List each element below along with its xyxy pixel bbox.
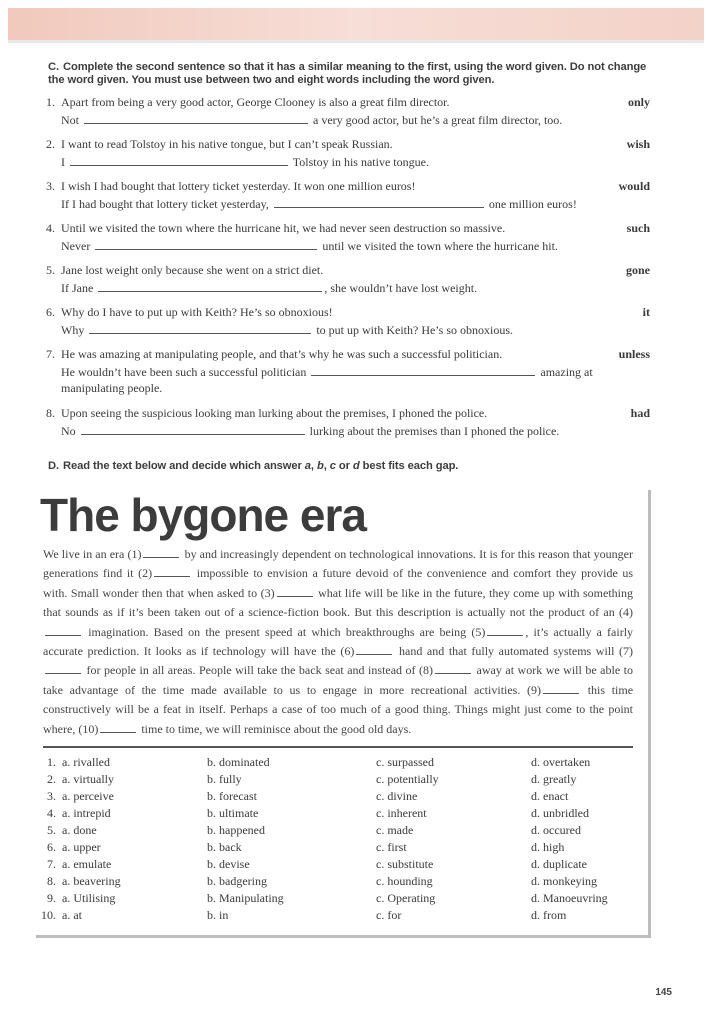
option-c[interactable]: c. substitute bbox=[376, 857, 434, 871]
option-b[interactable]: b. devise bbox=[207, 857, 250, 871]
option-a[interactable]: a. Utilising bbox=[62, 891, 116, 905]
option-a[interactable]: a. at bbox=[62, 908, 82, 922]
gap-number: (8) bbox=[419, 663, 434, 678]
option-b[interactable]: b. happened bbox=[207, 823, 265, 837]
option-d[interactable]: d. Manoeuvring bbox=[531, 891, 608, 905]
header-divider bbox=[8, 40, 704, 43]
rewrite-line: I Tolstoy in his native tongue. bbox=[61, 155, 429, 169]
gap-blank[interactable] bbox=[487, 625, 523, 636]
section-c-label: C. bbox=[48, 61, 59, 73]
original-sentence: Until we visited the town where the hurricane hit, we had never seen destruction so massive. bbox=[61, 221, 506, 235]
option-a[interactable]: a. intrepid bbox=[62, 806, 111, 820]
original-sentence: Jane lost weight only because she went on a strict diet. bbox=[61, 263, 324, 277]
option-row: 8. a. beavering b. badgering c. hounding d. monkeying bbox=[47, 874, 597, 888]
option-c[interactable]: c. surpassed bbox=[376, 755, 434, 769]
answer-blank[interactable] bbox=[81, 423, 305, 435]
gap-number: (7) bbox=[619, 644, 634, 659]
gap-number: (9) bbox=[527, 682, 542, 697]
section-c-heading bbox=[48, 61, 648, 87]
item-number: 4. bbox=[46, 221, 55, 235]
option-b[interactable]: b. fully bbox=[207, 772, 242, 786]
gap-number: (2) bbox=[138, 566, 153, 581]
option-b[interactable]: b. dominated bbox=[207, 755, 270, 769]
option-row: 1. a. rivalled b. dominated c. surpassed d. overtaken bbox=[47, 755, 591, 769]
option-c[interactable]: c. hounding bbox=[376, 874, 433, 888]
option-b[interactable]: b. ultimate bbox=[207, 806, 259, 820]
option-a[interactable]: a. beavering bbox=[62, 874, 121, 888]
passage-text: We live in an era (1) by and increasingly dependent on technological innovations. It is for this reason that younger generations find it (2) impossible to envision a future devoid of the convenience and comfort they provide us with. Small wonder then that when asked to (3) what life will be like in the future, they come up with something that sounds as if it’s been taken out of a science-fiction book. But this description is actually not the product of an (4) imagination. Based on the present speed at which breakthroughs are being (5) , it’s actually a fairly accurate prediction. It looks as if technology will have the (6) hand and that fully automated systems will (7) for people in all areas. People will take the back seat and instead of (8) away at work we will be able to take advantage of the time made available to us to engage in more recreational activities. (9) this time constructively will be a feat in itself. Perhaps a case of too much of a good thing. Things might just come to the point where, (10) time to time, we will reminisce about the good old days. bbox=[43, 547, 634, 736]
option-b[interactable]: b. badgering bbox=[207, 874, 267, 888]
option-d[interactable]: d. overtaken bbox=[531, 755, 591, 769]
key-word: gone bbox=[626, 263, 650, 277]
key-word: wish bbox=[626, 137, 650, 151]
option-c[interactable]: c. inherent bbox=[376, 806, 427, 820]
gap-blank[interactable] bbox=[277, 586, 313, 597]
option-a[interactable]: a. perceive bbox=[62, 789, 114, 803]
option-b[interactable]: b. Manipulating bbox=[207, 891, 284, 905]
key-word: unless bbox=[618, 347, 650, 361]
option-a[interactable]: a. emulate bbox=[62, 857, 112, 871]
section-c-instruction: Complete the second sentence so that it has a similar meaning to the first, using the word given. Do not change the word given. You must use between two and eight words including the word given. bbox=[48, 61, 647, 86]
option-d[interactable]: d. greatly bbox=[531, 772, 577, 786]
option-c[interactable]: c. Operating bbox=[376, 891, 436, 905]
page-number: 145 bbox=[655, 987, 672, 998]
option-a[interactable]: a. upper bbox=[62, 840, 101, 854]
option-a[interactable]: a. rivalled bbox=[62, 755, 110, 769]
rewrite-line: Not a very good actor, but he’s a great film director, too. bbox=[61, 113, 563, 127]
option-c[interactable]: c. potentially bbox=[376, 772, 439, 786]
option-b[interactable]: b. back bbox=[207, 840, 242, 854]
rewrite-line: Never until we visited the town where the hurricane hit. bbox=[61, 239, 558, 253]
item-number: 2. bbox=[46, 137, 55, 151]
item-number: 6. bbox=[46, 305, 55, 319]
option-row: 9. a. Utilising b. Manipulating c. Operating d. Manoeuvring bbox=[47, 891, 608, 905]
gap-number: (4) bbox=[619, 605, 633, 620]
item-number: 5. bbox=[46, 263, 55, 277]
gap-blank[interactable] bbox=[154, 566, 190, 577]
gap-blank[interactable] bbox=[100, 722, 136, 733]
original-sentence: Apart from being a very good actor, George Clooney is also a great film director. bbox=[61, 95, 450, 109]
original-sentence: I want to read Tolstoy in his native tongue, but I can’t speak Russian. bbox=[61, 137, 393, 151]
option-c[interactable]: c. first bbox=[376, 840, 407, 854]
rewrite-line: If Jane , she wouldn’t have lost weight. bbox=[61, 281, 478, 295]
rewrite-line: Why to put up with Keith? He’s so obnoxious. bbox=[61, 323, 513, 337]
option-c[interactable]: c. made bbox=[376, 823, 414, 837]
key-word: only bbox=[627, 95, 650, 109]
original-sentence: I wish I had bought that lottery ticket yesterday. It won one million euros! bbox=[61, 179, 416, 193]
section-d-label: D. bbox=[48, 460, 59, 472]
section-d-heading: D. Read the text below and decide which answer a, b, c or d best fits each gap. bbox=[48, 460, 459, 472]
original-sentence: Why do I have to put up with Keith? He’s so obnoxious! bbox=[61, 305, 333, 319]
rewrite-continuation: manipulating people. bbox=[61, 381, 163, 395]
answer-blank[interactable] bbox=[95, 238, 317, 250]
gap-blank[interactable] bbox=[45, 663, 81, 674]
key-word: it bbox=[642, 305, 650, 319]
gap-number: (10) bbox=[78, 721, 99, 736]
option-d[interactable]: d. high bbox=[531, 840, 565, 854]
item-number: 1. bbox=[46, 95, 55, 109]
answer-blank[interactable] bbox=[274, 196, 484, 208]
answer-blank[interactable] bbox=[311, 364, 535, 376]
option-b[interactable]: b. forecast bbox=[207, 789, 257, 803]
option-d[interactable]: d. from bbox=[531, 908, 567, 922]
option-a[interactable]: a. done bbox=[62, 823, 97, 837]
option-row: 3. a. perceive b. forecast c. divine d. enact bbox=[47, 789, 569, 803]
option-d[interactable]: d. unbridled bbox=[531, 806, 589, 820]
answer-blank[interactable] bbox=[89, 322, 311, 334]
option-row: 4. a. intrepid b. ultimate c. inherent d. unbridled bbox=[47, 806, 589, 820]
option-row: 10. a. at b. in c. for d. from bbox=[41, 908, 567, 922]
option-row: 7. a. emulate b. devise c. substitute d. duplicate bbox=[47, 857, 587, 871]
item-number: 8. bbox=[46, 406, 55, 420]
gap-blank[interactable] bbox=[435, 663, 471, 674]
gap-number: (5) bbox=[471, 624, 486, 639]
item-number: 7. bbox=[46, 347, 55, 361]
page-header-band bbox=[8, 8, 704, 40]
option-b[interactable]: b. in bbox=[207, 908, 229, 922]
option-d[interactable]: d. monkeying bbox=[531, 874, 597, 888]
rewrite-line: He wouldn’t have been such a successful politician amazing at bbox=[61, 365, 593, 379]
gap-blank[interactable] bbox=[45, 625, 81, 636]
key-word: had bbox=[630, 406, 650, 420]
rewrite-line: No lurking about the premises than I phoned the police. bbox=[61, 424, 560, 438]
option-d[interactable]: d. enact bbox=[531, 789, 569, 803]
passage-title: The bygone era bbox=[40, 489, 366, 541]
original-sentence: He was amazing at manipulating people, and that’s why he was such a successful politician. bbox=[61, 347, 503, 361]
gap-number: (6) bbox=[340, 644, 355, 659]
option-row: 2. a. virtually b. fully c. potentially d. greatly bbox=[47, 772, 577, 786]
gap-blank[interactable] bbox=[543, 683, 579, 694]
gap-blank[interactable] bbox=[356, 644, 392, 655]
gap-number: (1) bbox=[127, 547, 142, 561]
answer-blank[interactable] bbox=[84, 112, 308, 124]
key-word: would bbox=[618, 179, 650, 193]
option-c[interactable]: c. for bbox=[376, 908, 402, 922]
option-a[interactable]: a. virtually bbox=[62, 772, 114, 786]
options-divider bbox=[43, 746, 633, 748]
option-d[interactable]: d. duplicate bbox=[531, 857, 587, 871]
option-row: 6. a. upper b. back c. first d. high bbox=[47, 840, 565, 854]
option-row: 5. a. done b. happened c. made d. occured bbox=[47, 823, 581, 837]
gap-number: (3) bbox=[260, 585, 275, 600]
original-sentence: Upon seeing the suspicious looking man lurking about the premises, I phoned the police. bbox=[61, 406, 488, 420]
panel-shadow-bottom bbox=[36, 935, 651, 938]
key-word: such bbox=[626, 221, 650, 235]
gap-blank[interactable] bbox=[143, 547, 179, 558]
option-d[interactable]: d. occured bbox=[531, 823, 581, 837]
item-number: 3. bbox=[46, 179, 55, 193]
option-c[interactable]: c. divine bbox=[376, 789, 418, 803]
rewrite-line: If I had bought that lottery ticket yesterday, one million euros! bbox=[61, 197, 577, 211]
answer-blank[interactable] bbox=[98, 280, 322, 292]
answer-blank[interactable] bbox=[70, 154, 288, 166]
